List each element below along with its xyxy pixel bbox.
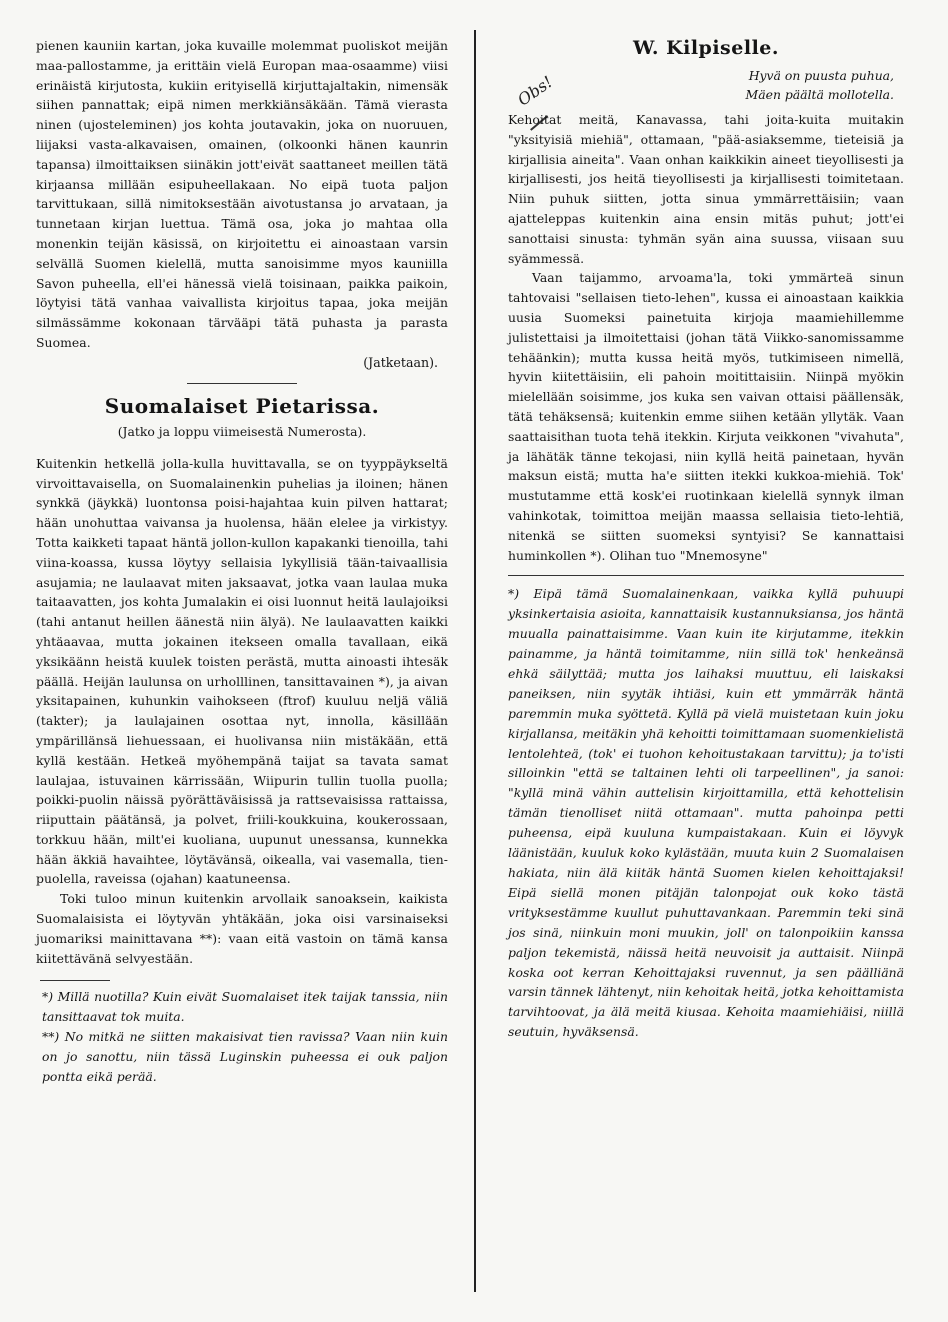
left-column (36, 36, 448, 1087)
continued-note: (Jatketaan). (363, 354, 438, 370)
intro-paragraph: pienen kauniin kartan, joka kuvaille molemmat puoliskot meijän maa-pallostamme, ja erittäin vielä Europan maa-osaamme) viisi erinäistä kirjutosta, kukiin erityisellä kirjuttajaltakin, nimensäk siihen pannattak; eipä nimen merkkiänsäkään. Tämä vierasta ninen (ujosteleminen) jos kohta joutavakin, joka on nuoruuen, liijaksi vasta-alkavaisen, omainen, (olkoonki hänen kaunrin tapansa) ilmoittaiksen siinäkin jott'eivät saattaneet meillen tätä kirjaansa millään esipuheellakaan. No eipä tuota paljon tarvittukaan, sillä nimitoksestään aivotustansa jo arvataan, ja tunnetaan kirjan luettua. Tämä osa, joka jo mahtaa olla monenkin teijän käsissä, on kirjoitettu ei ainoastaan varsin selvällä Suomen kielellä, mutta sanoisimme myos kauniilla Savon puheella, ell'ei hänessä vielä toisinaan, paikka paikoin, löytyisi tätä vanhaa vaivallista kirjoitus tapaa, joka meijän silmässämme kokonaan tärvääpi tätä puhasta ja parasta Suomea. (36, 38, 448, 350)
section-paragraph-2: Toki tuloo minun kuitenkin arvollaik sanoaksein, kaikista Suomalaisista ei löytyvän yhtäkään, joka oisi varsinaiseksi juomariksi mainittavana **): vaan eitä vastoin on tämä kansa kiitettävänä selvyestään. (36, 891, 448, 966)
footnote-1: *) Millä nuotilla? Kuin eivät Suomalaiset itek taijak tanssia, niin tansittaavat tok muita. (42, 989, 448, 1025)
epigraph-line-1: Hyvä on puusta puhua, (748, 68, 894, 83)
column-divider (474, 30, 476, 1292)
article-paragraph-1: Kehoitat meitä, Kanavassa, tahi joita-kuita muitakin "yksityisiä miehiä", ottamaan, "pää-asiaksemme, tieteisiä ja kirjallisia aineita". Vaan onhan kaikkikin aineet tieyollisesti ja kirjallisesti, jos heitä tieyollisesti ja kirjallisesti toimitetaan. Niin puhuk siitten, jotta sinua ymmärrettäisiin; vaan ajatteleppas kuitenkin aina ensin mitäs puhut; jott'ei sanottaisi sinusta: tyhmän syän aina suussa, viisaan suu syämmessä. (508, 112, 904, 266)
section-paragraph-1: Kuitenkin hetkellä jolla-kulla huvittavalla, se on tyyppäykseltä virvoittavaisella, on Suomalainenkin puhelias ja iloinen; hänen synkkä (jäykkä) luontonsa poisi-hajahtaa kuin pilven hattarat; hään unohuttaa vaivansa ja huolensa, hään elelee ja virkistyy. Totta kaikketi tapaat häntä jollon-kullon kapakanki tienoilla, tahi viina-koassa, kussa löytyy sellaisia lykyllisiä tään-taivaallisia asujamia; ne laulaavat miten jaksaavat, jotka vaan laulaa muka taitaavatten, jos kohta Jumalakin ei oisi luonnut heitä laulajoiksi (tahi antanut heillen äänestä niin älyä). Ne laulaavatten kaikki yhtäaavaa, mutta jokainen itekseen omalla tavallaan, eikä yksikäänn heistä kuulek toisten perästä, mutta ainoasti ihtesäk päällä. Heijän laulunsa on urholllinen, tansittavainen *), ja aivan yksitapainen, kuhunkin vaihokseen (ftrof) kuuluu neljä väliä (takter); ja laulajainen osottaa nyt, innolla, käsillään ympärillänsä liehuessaan, ei huolivansa niin mistäkään, että kyllä kestään. Hetkeä myöhempänä taijat sa tavata samat laulajaa, istuvainen kärrissään, Wiipurin tullin tuolla puolla; poikki-puolin näissä pyörättäväisissä ja rattsevaisissa rattaissa, riiputtain päätänsä, ja polvet, friili-koukkuina, koukerossaan, torkkuu hään, milt'ei kuoliana, uupunut unessansa, kunnekka hään äkkiä havaihtee, löytävänsä, oikealla, vai vasemalla, tien-puolella, raveissa (ojahan) kaatuneensa. (36, 455, 448, 887)
section-divider (187, 383, 297, 384)
footnote-divider (40, 980, 110, 981)
right-column (508, 36, 904, 1042)
article-title: W. Kilpiselle. (633, 37, 779, 59)
footnote-2: **) No mitkä ne siitten makaisivat tien ravissa? Vaan niin kuin on jo sanottu, niin tässä Luginskin puheessa ei ouk paljon pontta eikä perää. (42, 1029, 448, 1085)
right-footnote-block (508, 575, 904, 1042)
section-subtitle: (Jatko ja loppu viimeisestä Numerosta). (117, 423, 367, 439)
handwritten-margin-note: Obs! (514, 72, 557, 110)
section-title: Suomalaiset Pietarissa. (104, 393, 380, 418)
epigraph (508, 66, 894, 104)
article-paragraph-2: Vaan taijammo, arvoama'la, toki ymmärteä sinun tahtovaisi "sellaisen tieto-lehen", kussa ei ainoastaan kaikkia uusia Suomeksi painetuita kirjoja maamiehillemme julistettaisi ja ilmoitettaisi (johan tätä Viikko-sanomissamme tehäänkin); mutta kussa heitä myös, tutkimiseen nimellä, hyvin kiitettäisiin, eli pahoin moitittaisiin. Niinpä myökin mielellään soisimme, jos kuka sen vaivan ottaisi päällensäk, tätä tehäksensä; kuitenkin emme siihen ketään yllytäk. Vaan saattaisithan tuota tehä itekkin. Kirjuta veikkonen "vivahuta", ja lähätäk tänne tekojasi, niin kyllä heitä painetaan, hyvän maksun eistä; mutta ha'e siitten itekki kukkoa-miehiä. Tok' mustutamme että kosk'ei ruotinkaan kielellä synnyk ilman vahinkotak, toimittoa meijän maassa sellaisia tieto-lehtiä, nitenkä se siitten suomeksi syntyisi? Se kannattaisi huminkollen *). Olihan tuo "Mnemosyne" (508, 270, 904, 563)
right-footnote: *) Eipä tämä Suomalainenkaan, vaikka kyllä puhuupi yksinkertaisia asioita, kannattaisik kustannuksiansa, jos häntä muualla painattaisimme. Vaan kuin ite kirjutamme, itekkin painamme, ja häntä toimitamme, niin sillä tok' henkeänsä ehkä säilyttää; mutta jos laihaksi muuttuu, eli laiskaksi paneiksen, niin syytäk ihtiäsi, kuin ett ymmärräk häntä paremmin muka syöttetä. Kyllä pä vielä muistetaan kuin joku kirjallansa, meitäkin yhä kehoitti toimittamaan suomenkielistä lentolehteä, (tok' ei tuohon kehoitustakaan tarvittu); ja to'isti silloinkin "että se taltainen lehti oli tarpeellinen", ja sanoi: "kyllä minä vähin auttelisin kirjoittamilla, että kehottelisin tämän tienolliset niitä ottamaan". mutta pahoinpa petti puheensa, eipä kuuluna kumpaistakaan. Kuin ei löyvyk läänistään, kuuluk koko kylästään, muuta kuin 2 Suomalaisen hakiata, niin älä kiitäk häntä Suomen kielen kehoittajaksi! Eipä siellä monen pitäjän talonpojat ouk koko tästä vrityksestämme kuullut puhuttavankaan. Paremmin teki sinä jos sinä, niinkuin moni muukin, joll' on talonpoikiin kanssa paljon tekemistä, näissä heitä neuvoisit ja auttaisit. Niinpä koska oot kerran Kehoittajaksi ruvennut, ja sen päälliänä varsin tännek lähtenyt, niin kehoitak heitä, jotka kehoittamista tarvihtoovat, ja älä meitä kiusaa. Kehoita maamiehiäisi, niillä seutuin, hyväksensä. (508, 586, 904, 1040)
epigraph-line-2: Mäen päältä mollotella. (745, 87, 894, 102)
